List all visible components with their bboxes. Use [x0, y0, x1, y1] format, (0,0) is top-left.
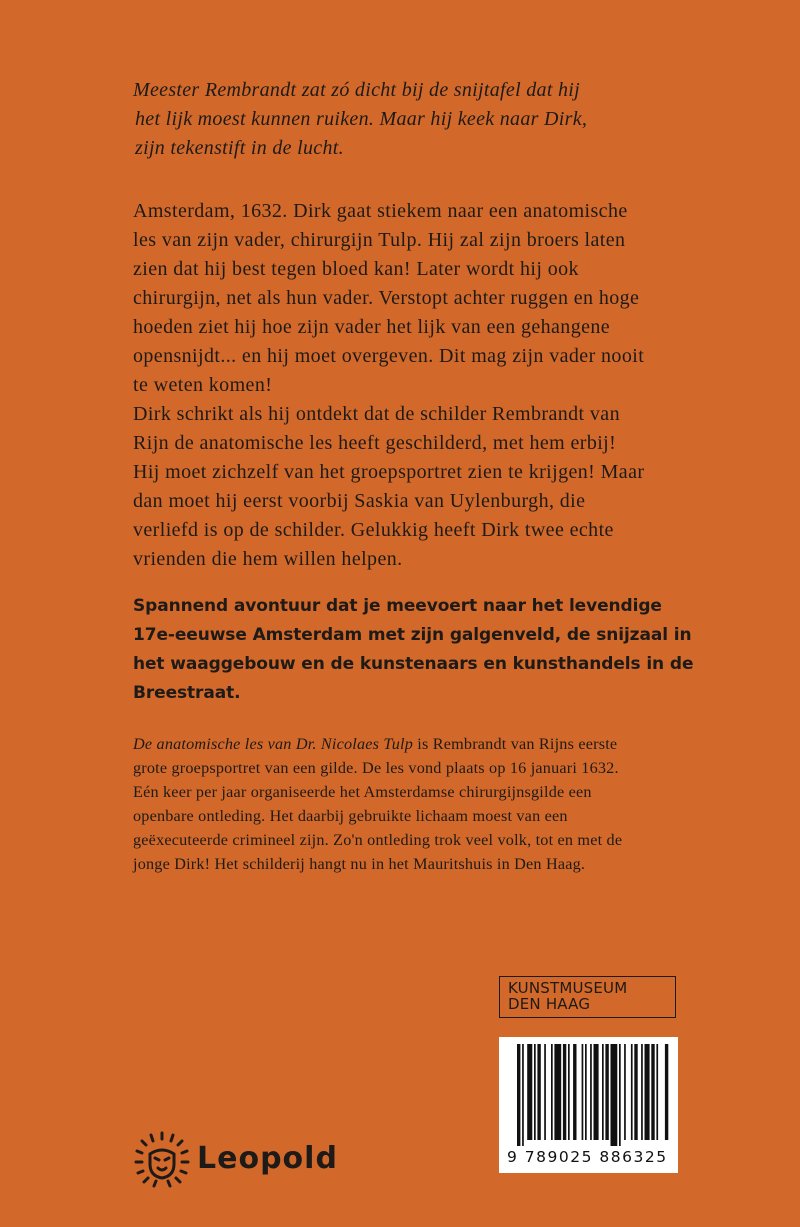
- barcode-bar: [554, 1044, 561, 1140]
- highlight-line: 17e-eeuwse Amsterdam met zijn galgenveld, de snijzaal in: [133, 625, 692, 645]
- museum-line-2: DEN HAAG: [508, 995, 591, 1013]
- note-line: jonge Dirk! Het schilderij hangt nu in het Mauritshuis in Den Haag.: [133, 855, 586, 873]
- barcode-bar: [624, 1044, 626, 1140]
- body-line: Amsterdam, 1632. Dirk gaat stiekem naar een anatomische: [133, 200, 628, 222]
- barcode-bar: [590, 1044, 592, 1140]
- barcode-bar: [534, 1044, 536, 1140]
- barcode-bar: [619, 1044, 621, 1146]
- barcode-bar: [573, 1044, 576, 1140]
- barcode-bar: [517, 1044, 520, 1146]
- barcode-bars: [499, 1037, 678, 1149]
- body-line: hoeden ziet hij hoe zijn vader het lijk van een gehangene: [133, 316, 611, 338]
- body-line: chirurgijn, net als hun vader. Verstopt achter ruggen en hoge: [133, 287, 640, 309]
- barcode-bar: [602, 1044, 604, 1140]
- publisher-name: Leopold: [197, 1141, 338, 1176]
- lion-logo-icon: [133, 1130, 191, 1188]
- barcode-bar: [645, 1044, 650, 1140]
- note-line: openbare ontleding. Het daarbij gebruikte lichaam moest van een: [133, 807, 568, 825]
- barcode-bar: [551, 1044, 553, 1140]
- barcode-bar: [563, 1044, 566, 1140]
- intro-quote: [133, 76, 693, 163]
- barcode-bar: [631, 1044, 633, 1140]
- highlight-paragraph: [133, 592, 713, 708]
- note-line-first: [133, 732, 693, 756]
- barcode-bar: [665, 1044, 668, 1140]
- highlight-line: Spannend avontuur dat je meevoert naar het levendige: [133, 596, 662, 616]
- barcode-bar: [641, 1044, 643, 1140]
- body-line: Rijn de anatomische les heeft geschilderd, met hem erbij!: [133, 432, 617, 454]
- body-line: opensnijdt... en hij moet overgeven. Dit mag zijn vader nooit: [133, 345, 645, 367]
- barcode-bar: [582, 1044, 584, 1140]
- body-line: verliefd is op de schilder. Gelukkig heeft Dirk twee echte: [133, 519, 614, 541]
- barcode-bar: [568, 1044, 570, 1140]
- barcode-bar: [594, 1044, 599, 1140]
- barcode-bar: [527, 1044, 532, 1140]
- body-line: zien dat hij best tegen bloed kan! Later wordt hij ook: [133, 258, 579, 280]
- painting-note: [133, 732, 693, 876]
- barcode-bar: [634, 1044, 637, 1140]
- highlight-line: Breestraat.: [133, 683, 241, 703]
- note-line: Eén keer per jaar organiseerde het Amsterdamse chirurgijnsgilde een: [133, 783, 592, 801]
- barcode-bar: [611, 1044, 618, 1146]
- isbn-barcode: [499, 1037, 678, 1173]
- body-line: dan moet hij eerst voorbij Saskia van Uylenburgh, die: [133, 490, 586, 512]
- body-line: te weten komen!: [133, 374, 273, 396]
- barcode-bar: [537, 1044, 540, 1140]
- body-line: Dirk schrikt als hij ontdekt dat de schilder Rembrandt van: [133, 403, 620, 425]
- note-line-rest: is Rembrandt van Rijns eerste: [413, 735, 618, 753]
- publisher-logo: [133, 1126, 353, 1192]
- blurb-body: [133, 197, 713, 574]
- barcode-bar: [656, 1044, 658, 1140]
- quote-line: zijn tekenstift in de lucht.: [135, 137, 344, 159]
- isbn-number: 9 789025 886325: [507, 1148, 668, 1166]
- quote-line: het lijk moest kunnen ruiken. Maar hij keek naar Dirk,: [135, 108, 588, 130]
- body-line: vrienden die hem willen helpen.: [133, 548, 403, 570]
- quote-line: Meester Rembrandt zat zó dicht bij de snijtafel dat hij: [133, 79, 581, 101]
- body-line: Hij moet zichzelf van het groepsportret zien te krijgen! Maar: [133, 461, 645, 483]
- barcode-bar: [651, 1044, 654, 1140]
- body-line: les van zijn vader, chirurgijn Tulp. Hij zal zijn broers laten: [133, 229, 626, 251]
- barcode-bar: [544, 1044, 546, 1140]
- barcode-bar: [522, 1044, 524, 1146]
- note-line: grote groepsportret van een gilde. De les vond plaats op 16 januari 1632.: [133, 759, 619, 777]
- barcode-bar: [605, 1044, 608, 1140]
- museum-line-1: KUNSTMUSEUM: [508, 979, 628, 997]
- note-line: geëxecuteerde crimineel zijn. Zo'n ontleding trok veel volk, tot en met de: [133, 831, 623, 849]
- barcode-bar: [585, 1044, 587, 1140]
- painting-title: De anatomische les van Dr. Nicolaes Tulp: [133, 735, 414, 753]
- highlight-line: het waaggebouw en de kunstenaars en kunsthandels in de: [133, 654, 694, 674]
- kunstmuseum-logo: [499, 976, 676, 1018]
